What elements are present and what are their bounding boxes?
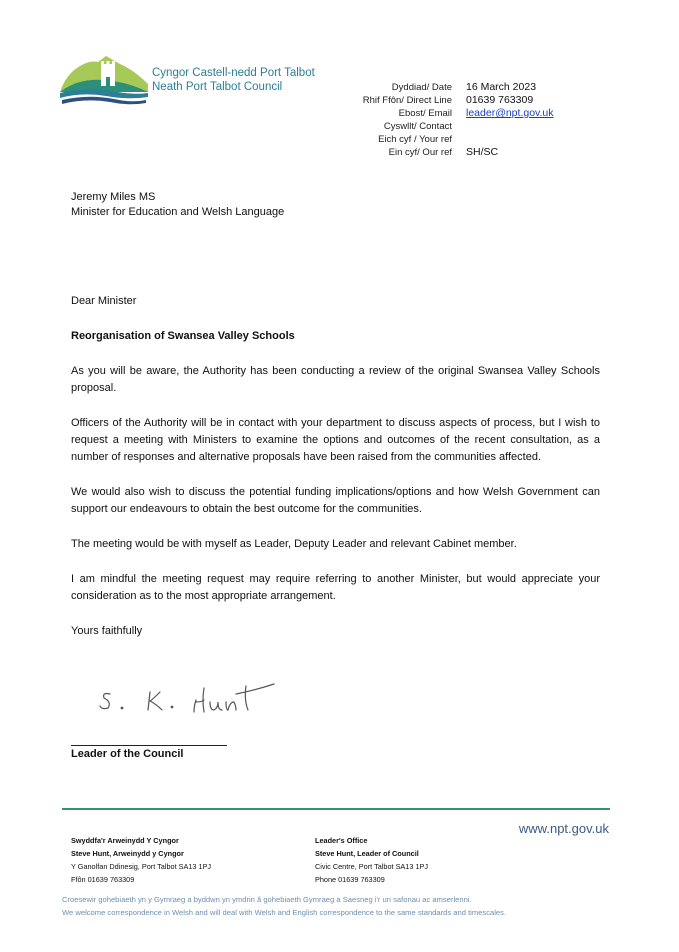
language-note-welsh: Croesewir gohebiaeth yn y Gymraeg a byddwn yn ymdrin â gohebiaeth Gymraeg a Saesneg i'r un safonau ac amserlenni. xyxy=(62,895,472,904)
footer-welsh-office xyxy=(71,834,211,886)
paragraph: Officers of the Authority will be in contact with your department to discuss aspects of process, but I wish to request a meeting with Ministers to examine the options and outcomes of the recent consultation, as a number of responses and alternative proposals have been raised from the communities affected. xyxy=(71,417,600,463)
paragraph: I am mindful the meeting request may require referring to another Minister, but would appreciate your consideration as to the most appropriate arrangement. xyxy=(71,573,600,602)
footer-phone: Phone 01639 763309 xyxy=(315,875,385,884)
footer-name: Steve Hunt, Arweinydd y Cyngor xyxy=(71,849,184,858)
addressee-title: Minister for Education and Welsh Language xyxy=(71,205,285,218)
ref-row-your-ref xyxy=(300,133,630,146)
footer-address: Civic Centre, Port Talbot SA13 1PJ xyxy=(315,862,429,871)
footer-phone: Ffôn 01639 763309 xyxy=(71,875,135,884)
letter-body xyxy=(71,293,600,640)
paragraph: We would also wish to discuss the potential funding implications/options and how Welsh Government can support our endeavours to obtain the best outcome for the communities. xyxy=(71,486,600,515)
addressee-name: Jeremy Miles MS xyxy=(71,191,156,203)
salutation: Dear Minister xyxy=(71,295,137,307)
ref-label: Rhif Ffôn/ Direct Line xyxy=(362,95,452,106)
subject-line: Reorganisation of Swansea Valley Schools xyxy=(71,330,295,342)
signatory-title: Leader of the Council xyxy=(71,748,184,760)
ref-row-email xyxy=(300,107,630,120)
ref-row-our-ref xyxy=(300,146,630,159)
ref-label: Ein cyf/ Our ref xyxy=(388,147,452,158)
signature-icon xyxy=(96,672,286,720)
council-name-welsh: Cyngor Castell-nedd Port Talbot xyxy=(152,67,315,79)
language-policy-note xyxy=(62,893,506,919)
footer-name: Steve Hunt, Leader of Council xyxy=(315,849,419,858)
ref-row-date xyxy=(300,81,630,94)
paragraph: As you will be aware, the Authority has been conducting a review of the original Swansea Valley Schools proposal. xyxy=(71,365,600,394)
signature-line xyxy=(71,745,227,746)
addressee-block xyxy=(71,190,284,219)
ref-value-date: 16 March 2023 xyxy=(466,81,537,93)
ref-label: Dyddiad/ Date xyxy=(391,82,452,93)
ref-row-contact xyxy=(300,120,630,133)
footer-divider xyxy=(62,808,610,810)
ref-value-our-ref: SH/SC xyxy=(466,146,499,158)
reference-block xyxy=(300,81,630,159)
council-name-english: Neath Port Talbot Council xyxy=(152,81,283,93)
closing: Yours faithfully xyxy=(71,625,143,637)
ref-label: Ebost/ Email xyxy=(398,108,452,119)
footer-heading: Swyddfa'r Arweinydd Y Cyngor xyxy=(71,836,179,845)
email-link[interactable]: leader@npt.gov.uk xyxy=(466,107,554,119)
paragraph: The meeting would be with myself as Leader, Deputy Leader and relevant Cabinet member. xyxy=(71,538,517,550)
ref-label: Cyswllt/ Contact xyxy=(383,121,452,132)
ref-row-direct-line xyxy=(300,94,630,107)
footer-heading: Leader's Office xyxy=(315,836,368,845)
footer-english-office xyxy=(315,834,428,886)
council-logo-icon xyxy=(58,52,150,108)
ref-value-phone: 01639 763309 xyxy=(466,94,534,106)
website-link[interactable]: www.npt.gov.uk xyxy=(518,821,609,836)
council-name-block xyxy=(152,66,315,94)
ref-label: Eich cyf / Your ref xyxy=(378,134,452,145)
language-note-english: We welcome correspondence in Welsh and will deal with Welsh and English correspondence to the same standards and timescales. xyxy=(62,908,507,917)
footer-address: Y Ganolfan Ddinesig, Port Talbot SA13 1PJ xyxy=(71,862,212,871)
